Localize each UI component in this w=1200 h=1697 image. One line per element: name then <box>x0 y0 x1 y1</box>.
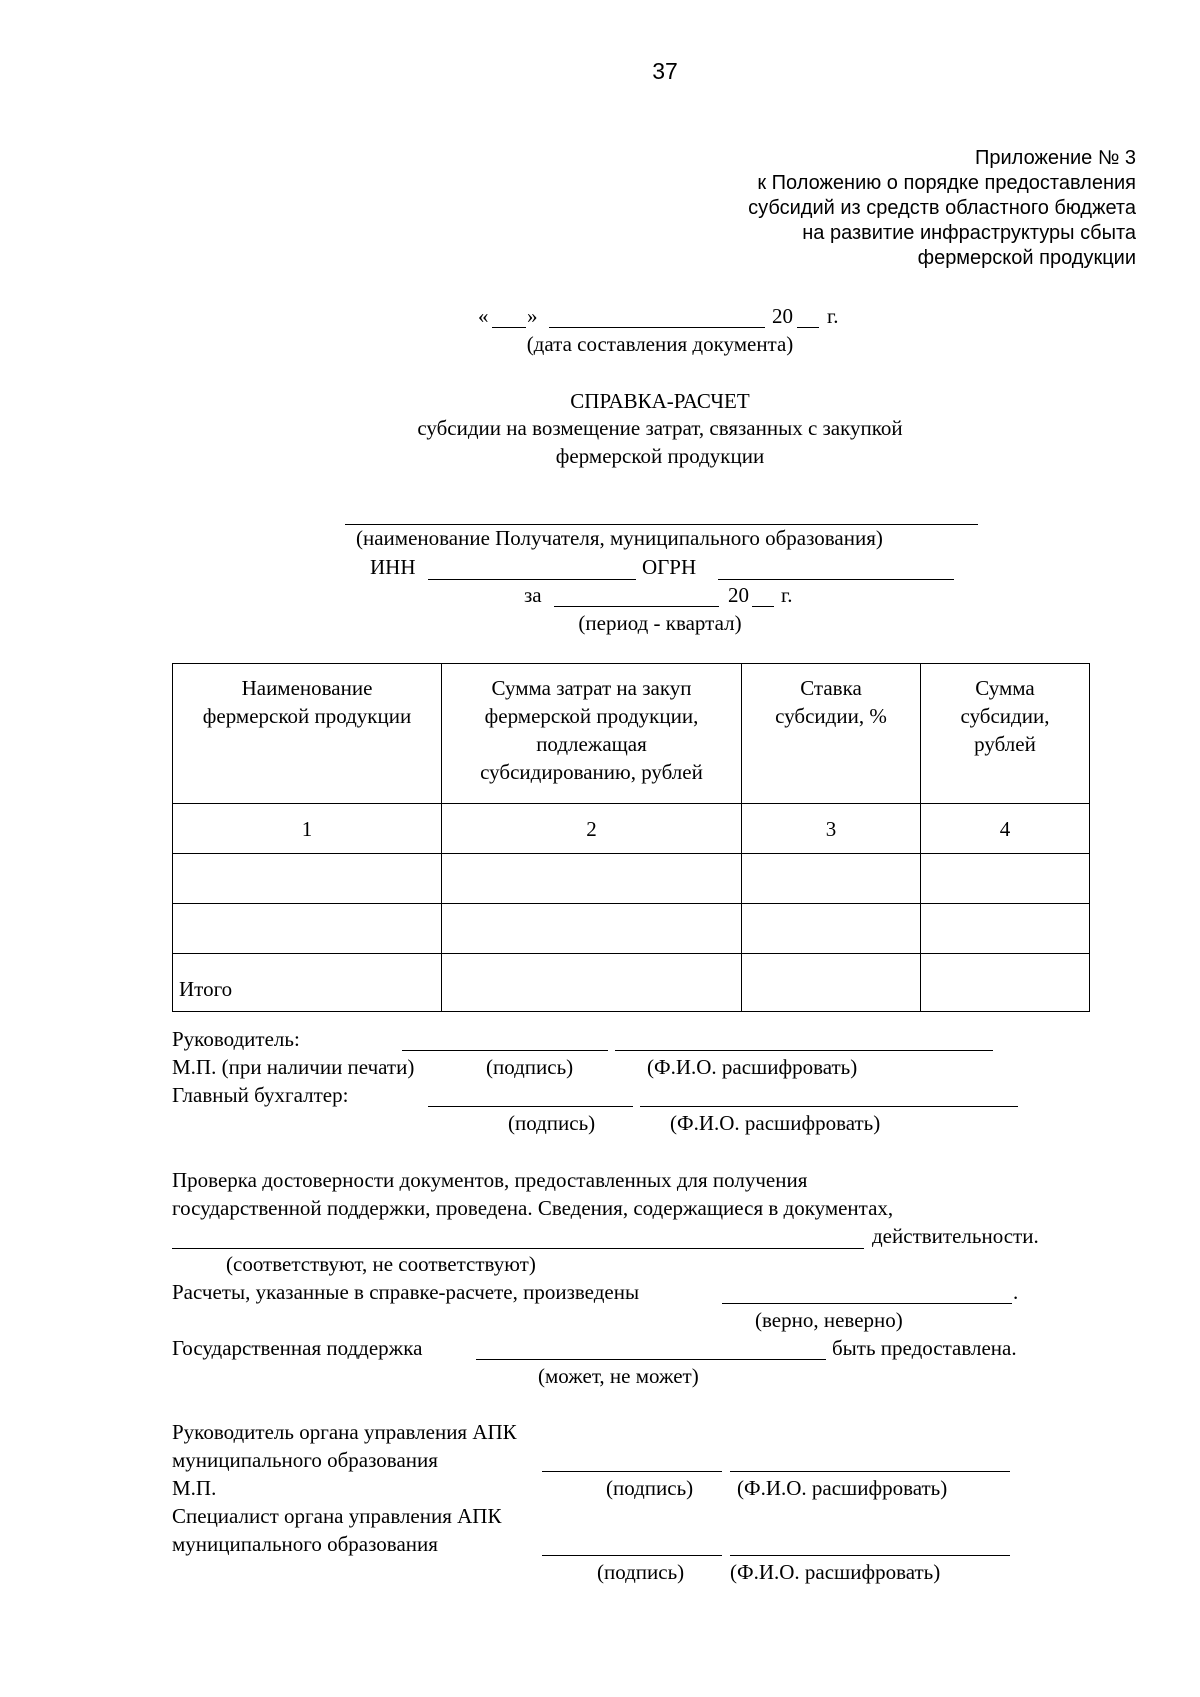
table-row <box>173 904 1090 954</box>
table-header-row <box>173 664 1090 804</box>
appendix-line: Приложение № 3 <box>975 147 1136 169</box>
subsidy-calculation-table <box>172 663 1090 1012</box>
date-caption: (дата составления документа) <box>526 332 794 356</box>
apk-head-line2: муниципального образования <box>172 1448 438 1472</box>
date-close-quote: » <box>527 304 538 328</box>
day-blank-line <box>492 327 526 328</box>
name-caption: (Ф.И.О. расшифровать) <box>647 1055 858 1079</box>
support-suffix: быть предоставлена. <box>832 1336 1017 1360</box>
table-total-label: Итого <box>173 954 442 1012</box>
inn-label: ИНН <box>370 555 416 579</box>
ogrn-label: ОГРН <box>642 555 697 579</box>
table-cell <box>742 904 921 954</box>
accountant-signature-line <box>428 1106 633 1107</box>
verification-line1: Проверка достоверности документов, предоставленных для получения <box>172 1168 808 1192</box>
document-subtitle-line1: субсидии на возмещение затрат, связанных с закупкой <box>417 416 903 440</box>
table-cell <box>921 954 1090 1012</box>
head-signature-line <box>402 1050 608 1051</box>
table-column-number: 1 <box>173 804 442 854</box>
date-open-quote: « <box>478 304 489 328</box>
stamp-label-bottom: М.П. <box>172 1476 217 1500</box>
support-blank-line <box>476 1359 826 1360</box>
table-header-cell: Сумма субсидии, рублей <box>921 664 1090 804</box>
date-year-suffix: г. <box>827 304 839 328</box>
caption-correspond: (соответствуют, не соответствуют) <box>226 1252 536 1276</box>
document-subtitle-line2: фермерской продукции <box>555 444 765 468</box>
period-prefix: за <box>524 583 542 607</box>
specialist-name-line <box>730 1555 1010 1556</box>
table-cell <box>442 954 742 1012</box>
name-caption: (Ф.И.О. расшифровать) <box>737 1476 948 1500</box>
table-cell <box>921 904 1090 954</box>
table-column-number: 2 <box>442 804 742 854</box>
appendix-header <box>748 146 1136 271</box>
document-title: СПРАВКА-РАСЧЕТ <box>570 389 750 413</box>
period-year: 20 <box>728 583 749 607</box>
table-column-number: 3 <box>742 804 921 854</box>
stamp-label: М.П. (при наличии печати) <box>172 1055 415 1079</box>
signature-caption: (подпись) <box>606 1476 694 1500</box>
table-header-cell: Сумма затрат на закуп фермерской продукции, подлежащая субсидированию, рублей <box>442 664 742 804</box>
verification-line2: государственной поддержки, проведена. Сведения, содержащиеся в документах, <box>172 1196 894 1220</box>
inn-blank-line <box>428 579 636 580</box>
appendix-line: фермерской продукции <box>917 247 1136 269</box>
apk-head-name-line <box>730 1471 1010 1472</box>
table-cell <box>742 954 921 1012</box>
head-label: Руководитель: <box>172 1027 300 1051</box>
signature-caption: (подпись) <box>597 1560 685 1584</box>
accountant-label: Главный бухгалтер: <box>172 1083 349 1107</box>
table-column-number-row <box>173 804 1090 854</box>
period-year-blank-line <box>752 606 774 607</box>
correspondence-blank-line <box>172 1248 864 1249</box>
month-blank-line <box>549 327 765 328</box>
date-year-prefix: 20 <box>772 304 793 328</box>
table-column-number: 4 <box>921 804 1090 854</box>
period-blank-line <box>554 606 719 607</box>
period-caption: (период - квартал) <box>578 611 742 635</box>
page-number: 37 <box>652 58 678 84</box>
table-cell <box>442 904 742 954</box>
specialist-signature-line <box>542 1555 722 1556</box>
table-total-row <box>173 954 1090 1012</box>
calc-end: . <box>1013 1280 1019 1304</box>
name-caption: (Ф.И.О. расшифровать) <box>730 1560 941 1584</box>
name-caption: (Ф.И.О. расшифровать) <box>670 1111 881 1135</box>
specialist-line1: Специалист органа управления АПК <box>172 1504 502 1528</box>
table-cell <box>173 904 442 954</box>
accountant-name-line <box>640 1106 1018 1107</box>
period-suffix: г. <box>781 583 793 607</box>
table-row <box>173 854 1090 904</box>
verification-line3-suffix: действительности. <box>872 1224 1039 1248</box>
recipient-caption: (наименование Получателя, муниципального образования) <box>356 526 883 550</box>
specialist-line2: муниципального образования <box>172 1532 438 1556</box>
year-blank-line <box>797 327 819 328</box>
calc-text: Расчеты, указанные в справке-расчете, произведены <box>172 1280 640 1304</box>
table-header-cell: Наименование фермерской продукции <box>173 664 442 804</box>
table-header-cell: Ставка субсидии, % <box>742 664 921 804</box>
ogrn-blank-line <box>718 579 954 580</box>
apk-head-signature-line <box>542 1471 722 1472</box>
table-cell <box>173 854 442 904</box>
caption-correct: (верно, неверно) <box>755 1308 903 1332</box>
signature-caption: (подпись) <box>508 1111 596 1135</box>
appendix-line: субсидий из средств областного бюджета <box>748 197 1136 219</box>
head-name-line <box>615 1050 993 1051</box>
appendix-line: на развитие инфраструктуры сбыта <box>802 222 1136 244</box>
appendix-line: к Положению о порядке предоставления <box>757 172 1136 194</box>
support-text: Государственная поддержка <box>172 1336 423 1360</box>
table-cell <box>442 854 742 904</box>
table-cell <box>742 854 921 904</box>
table-cell <box>921 854 1090 904</box>
caption-may: (может, не может) <box>538 1364 699 1388</box>
signature-caption: (подпись) <box>486 1055 574 1079</box>
apk-head-line1: Руководитель органа управления АПК <box>172 1420 517 1444</box>
calc-blank-line <box>722 1303 1012 1304</box>
